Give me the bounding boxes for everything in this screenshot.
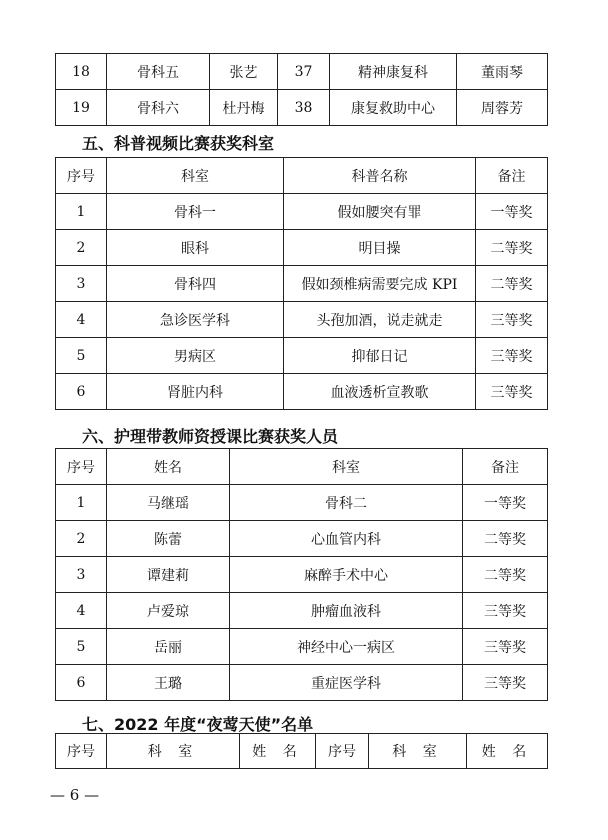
table-row [56, 629, 548, 665]
column-header: 备注 [476, 158, 548, 194]
table-cell: 眼科 [107, 230, 284, 266]
section7-title: 七、2022 年度“夜莺天使”名单 [82, 715, 314, 734]
column-header: 序号 [56, 158, 107, 194]
section6-table [55, 448, 548, 701]
section7-table [55, 733, 548, 769]
table-cell: 1 [56, 485, 107, 521]
table-cell: 麻醉手术中心 [230, 557, 463, 593]
table-row [56, 557, 548, 593]
table-cell: 骨科一 [107, 194, 284, 230]
table-cell: 董雨琴 [457, 54, 548, 90]
table-cell: 岳丽 [107, 629, 230, 665]
table-cell: 卢爱琼 [107, 593, 230, 629]
table-cell: 康复救助中心 [330, 90, 457, 126]
section5-table [55, 157, 548, 410]
table-cell: 5 [56, 629, 107, 665]
table-cell: 男病区 [107, 338, 284, 374]
table-cell: 杜丹梅 [210, 90, 278, 126]
table-row [56, 90, 548, 126]
table-cell: 骨科四 [107, 266, 284, 302]
table-cell: 4 [56, 593, 107, 629]
table-cell: 肿瘤血液科 [230, 593, 463, 629]
column-header: 备注 [463, 449, 548, 485]
table-cell: 肾脏内科 [107, 374, 284, 410]
column-header: 序号 [56, 449, 107, 485]
table-row [56, 230, 548, 266]
table-cell: 马继瑶 [107, 485, 230, 521]
table-cell: 急诊医学科 [107, 302, 284, 338]
column-header: 序号 [56, 734, 107, 769]
column-header: 科 室 [107, 734, 240, 769]
table-header-row [56, 449, 548, 485]
table-cell: 心血管内科 [230, 521, 463, 557]
table-header-row [56, 158, 548, 194]
table-cell: 重症医学科 [230, 665, 463, 701]
table-cell: 神经中心一病区 [230, 629, 463, 665]
table-cell: 3 [56, 557, 107, 593]
table-cell: 假如颈椎病需要完成 KPI [284, 266, 476, 302]
table-cell: 陈蕾 [107, 521, 230, 557]
table-row [56, 338, 548, 374]
table-cell: 三等奖 [476, 338, 548, 374]
column-header: 科室 [107, 158, 284, 194]
table-cell: 38 [278, 90, 330, 126]
table-cell: 头孢加酒，说走就走 [284, 302, 476, 338]
column-header: 姓 名 [240, 734, 316, 769]
top-table [55, 53, 548, 126]
table-cell: 2 [56, 521, 107, 557]
table-cell: 血液透析宣教歌 [284, 374, 476, 410]
table-row [56, 54, 548, 90]
section5-title: 五、科普视频比赛获奖科室 [82, 134, 275, 153]
table-cell: 18 [56, 54, 107, 90]
table-row [56, 302, 548, 338]
table-cell: 3 [56, 266, 107, 302]
table-cell: 二等奖 [463, 521, 548, 557]
table-cell: 三等奖 [463, 629, 548, 665]
table-cell: 抑郁日记 [284, 338, 476, 374]
table-cell: 三等奖 [463, 593, 548, 629]
column-header: 姓 名 [467, 734, 548, 769]
table-cell: 骨科五 [107, 54, 210, 90]
table-cell: 骨科二 [230, 485, 463, 521]
column-header: 序号 [316, 734, 369, 769]
table-cell: 4 [56, 302, 107, 338]
table-cell: 三等奖 [476, 302, 548, 338]
table-header-row [56, 734, 548, 769]
table-row [56, 521, 548, 557]
table-cell: 假如腰突有罪 [284, 194, 476, 230]
table-cell: 一等奖 [463, 485, 548, 521]
table-cell: 三等奖 [463, 665, 548, 701]
table-cell: 二等奖 [476, 266, 548, 302]
table-cell: 张艺 [210, 54, 278, 90]
table-cell: 2 [56, 230, 107, 266]
table-row [56, 374, 548, 410]
section6-title: 六、护理带教师资授课比赛获奖人员 [82, 427, 339, 446]
table-cell: 三等奖 [476, 374, 548, 410]
table-cell: 37 [278, 54, 330, 90]
table-cell: 骨科六 [107, 90, 210, 126]
column-header: 科普名称 [284, 158, 476, 194]
table-row [56, 485, 548, 521]
table-cell: 二等奖 [463, 557, 548, 593]
column-header: 科 室 [369, 734, 467, 769]
table-cell: 6 [56, 665, 107, 701]
table-cell: 一等奖 [476, 194, 548, 230]
table-cell: 1 [56, 194, 107, 230]
table-row [56, 194, 548, 230]
column-header: 姓名 [107, 449, 230, 485]
table-cell: 周蓉芳 [457, 90, 548, 126]
column-header: 科室 [230, 449, 463, 485]
table-cell: 6 [56, 374, 107, 410]
table-cell: 明目操 [284, 230, 476, 266]
table-cell: 谭建莉 [107, 557, 230, 593]
table-cell: 精神康复科 [330, 54, 457, 90]
table-cell: 王璐 [107, 665, 230, 701]
table-row [56, 593, 548, 629]
table-cell: 二等奖 [476, 230, 548, 266]
table-row [56, 665, 548, 701]
table-cell: 5 [56, 338, 107, 374]
table-row [56, 266, 548, 302]
table-cell: 19 [56, 90, 107, 126]
page-number: — 6 — [50, 786, 100, 804]
